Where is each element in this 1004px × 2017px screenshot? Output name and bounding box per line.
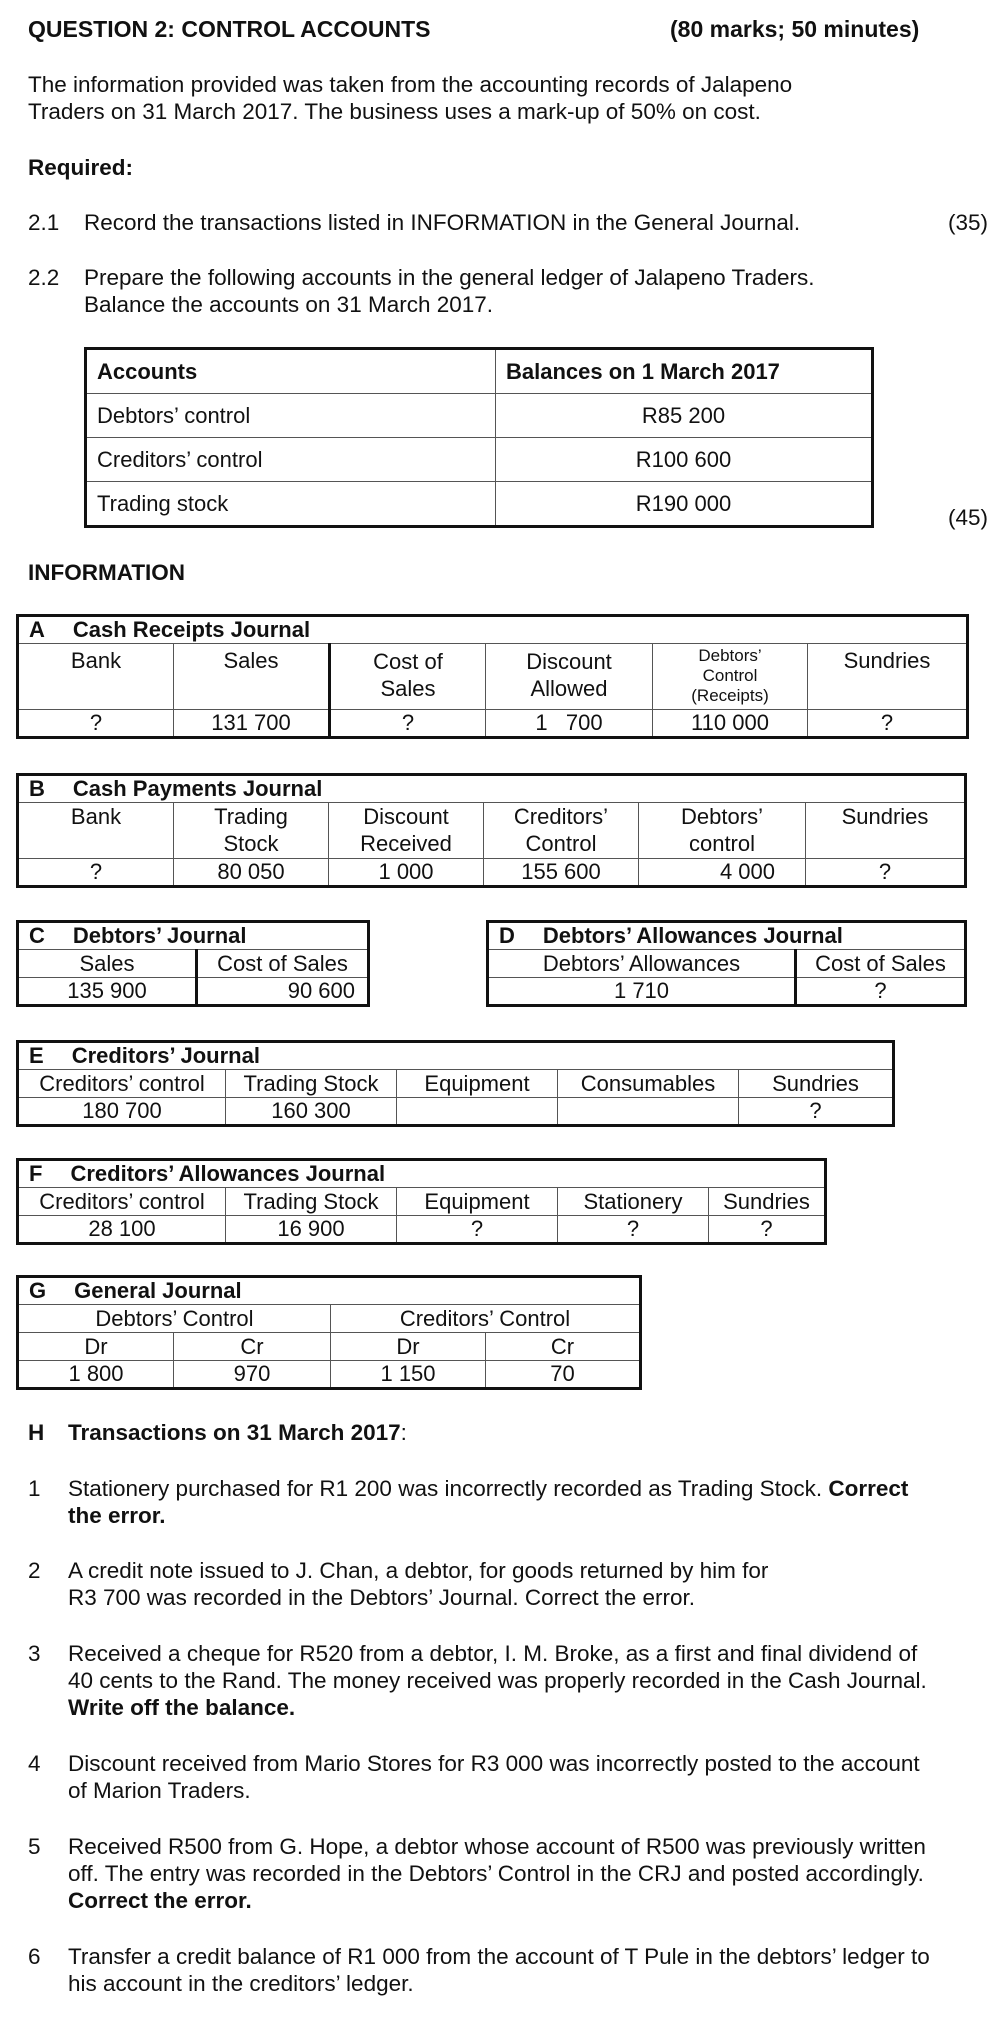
dj-title bbox=[18, 922, 369, 950]
dj-header-cost-of-sales: Cost of Sales bbox=[197, 950, 369, 978]
transaction-6-line-1: Transfer a credit balance of R1 000 from the account of T Pule in the debtors’ ledger to bbox=[68, 1944, 930, 1969]
crj-value: 131 700 bbox=[174, 710, 330, 738]
crj-value: 1 700 bbox=[486, 710, 653, 738]
daj-header-allowances: Debtors’ Allowances bbox=[488, 950, 796, 978]
account-balance: R190 000 bbox=[496, 482, 873, 527]
caj-value: 28 100 bbox=[18, 1216, 226, 1244]
caj-header-sundries: Sundries bbox=[709, 1188, 826, 1216]
crj-header-bank: Bank bbox=[18, 644, 174, 710]
cpj-title bbox=[18, 775, 966, 803]
required-label: Required: bbox=[28, 155, 134, 180]
cpj-header-debtors-control bbox=[639, 803, 806, 859]
cpj-header-dc-l2: control bbox=[688, 831, 756, 856]
caj-header-equipment: Equipment bbox=[397, 1188, 558, 1216]
transaction-num: 3 bbox=[28, 1641, 41, 1666]
transaction-num: 2 bbox=[28, 1558, 41, 1583]
cpj-value: 1 000 bbox=[329, 859, 484, 887]
transaction-3-line-2: 40 cents to the Rand. The money received was properly recorded in the Cash Journal. bbox=[68, 1668, 927, 1693]
dj-value: 135 900 bbox=[18, 978, 197, 1006]
crj-letter: A bbox=[29, 617, 45, 642]
transaction-2-line-1: A credit note issued to J. Chan, a debtor, for goods returned by him for bbox=[68, 1558, 769, 1583]
transaction-num: 5 bbox=[28, 1834, 41, 1859]
crj-header-deb-l1: Debtors’ bbox=[698, 646, 762, 665]
cj-value: 160 300 bbox=[226, 1098, 397, 1126]
cpj-header-cc-l1: Creditors’ bbox=[513, 804, 609, 829]
daj-value: ? bbox=[796, 978, 966, 1006]
gj-group-creditors: Creditors’ Control bbox=[331, 1305, 641, 1333]
caj-value: 16 900 bbox=[226, 1216, 397, 1244]
intro-line-2: Traders on 31 March 2017. The business uses a mark-up of 50% on cost. bbox=[28, 99, 761, 124]
crj-header-disc-l2: Allowed bbox=[530, 676, 608, 701]
crj-header-disc-l1: Discount bbox=[526, 649, 612, 674]
cpj-header-trading-stock bbox=[174, 803, 329, 859]
req-2-1-num: 2.1 bbox=[28, 210, 60, 235]
req-2-2-line-2: Balance the accounts on 31 March 2017. bbox=[84, 292, 494, 317]
transactions-colon: : bbox=[400, 1420, 407, 1445]
question-title: QUESTION 2: CONTROL ACCOUNTS bbox=[28, 16, 431, 42]
cpj-value: ? bbox=[806, 859, 966, 887]
gj-group-debtors: Debtors’ Control bbox=[18, 1305, 331, 1333]
account-name: Creditors’ control bbox=[86, 438, 496, 482]
caj-header-creditors-control: Creditors’ control bbox=[18, 1188, 226, 1216]
cash-payments-journal bbox=[16, 773, 967, 888]
cpj-header-dr-l2: Received bbox=[360, 831, 452, 856]
crj-header-cost-of-sales bbox=[330, 644, 486, 710]
dj-title-text: Debtors’ Journal bbox=[72, 923, 247, 948]
accounts-table bbox=[84, 347, 874, 528]
crj-header-cost-l1: Cost of bbox=[373, 649, 443, 674]
transaction-4-line-2: of Marion Traders. bbox=[68, 1778, 251, 1803]
cj-header-creditors-control: Creditors’ control bbox=[18, 1070, 226, 1098]
cj-value: 180 700 bbox=[18, 1098, 226, 1126]
cpj-header-dc-l1: Debtors’ bbox=[681, 804, 763, 829]
marks-time: (80 marks; 50 minutes) bbox=[670, 16, 920, 42]
gj-value: 1 150 bbox=[331, 1361, 486, 1389]
cj-letter: E bbox=[29, 1043, 44, 1068]
transaction-num: 6 bbox=[28, 1944, 41, 1969]
cj-header-consumables: Consumables bbox=[558, 1070, 739, 1098]
transaction-4-line-1: Discount received from Mario Stores for R3 000 was incorrectly posted to the account bbox=[68, 1751, 920, 1776]
crj-title bbox=[18, 616, 968, 644]
daj-header-cost-of-sales: Cost of Sales bbox=[796, 950, 966, 978]
information-label: INFORMATION bbox=[28, 560, 186, 585]
crj-header-sundries: Sundries bbox=[808, 644, 968, 710]
cpj-value: 80 050 bbox=[174, 859, 329, 887]
general-journal bbox=[16, 1275, 642, 1390]
balances-header: Balances on 1 March 2017 bbox=[496, 349, 873, 394]
req-2-1-text: Record the transactions listed in INFORMATION in the General Journal. bbox=[84, 210, 801, 235]
creditors-allowances-journal bbox=[16, 1158, 827, 1245]
daj-title-text: Debtors’ Allowances Journal bbox=[542, 923, 843, 948]
transaction-num: 1 bbox=[28, 1476, 41, 1501]
dj-value: 90 600 bbox=[197, 978, 369, 1006]
caj-value: ? bbox=[709, 1216, 826, 1244]
crj-header-deb-l3: (Receipts) bbox=[691, 686, 769, 705]
transaction-2-line-2: R3 700 was recorded in the Debtors’ Journal. Correct the error. bbox=[68, 1585, 695, 1610]
cj-value bbox=[397, 1098, 558, 1126]
caj-title bbox=[18, 1160, 826, 1188]
gj-letter: G bbox=[29, 1278, 47, 1303]
caj-value: ? bbox=[397, 1216, 558, 1244]
req-2-2-num: 2.2 bbox=[28, 265, 60, 290]
transaction-3-line-1: Received a cheque for R520 from a debtor, I. M. Broke, as a first and final dividend of bbox=[68, 1641, 918, 1666]
gj-value: 1 800 bbox=[18, 1361, 174, 1389]
gj-sub-dr: Dr bbox=[331, 1333, 486, 1361]
cj-header-equipment: Equipment bbox=[397, 1070, 558, 1098]
dj-header-sales: Sales bbox=[18, 950, 197, 978]
caj-letter: F bbox=[29, 1161, 43, 1186]
debtors-journal bbox=[16, 920, 370, 1007]
daj-title bbox=[488, 922, 966, 950]
intro-line-1: The information provided was taken from the accounting records of Jalapeno bbox=[28, 72, 793, 97]
cj-title bbox=[18, 1042, 894, 1070]
crj-header-debtors bbox=[653, 644, 808, 710]
crj-value: 110 000 bbox=[653, 710, 808, 738]
cpj-letter: B bbox=[29, 776, 45, 801]
cj-value: ? bbox=[739, 1098, 894, 1126]
account-balance: R85 200 bbox=[496, 394, 873, 438]
gj-sub-cr: Cr bbox=[174, 1333, 331, 1361]
crj-header-discount bbox=[486, 644, 653, 710]
cash-receipts-journal bbox=[16, 614, 969, 739]
cpj-value: 4 000 bbox=[639, 859, 806, 887]
transaction-num: 4 bbox=[28, 1751, 41, 1776]
crj-header-cost-l2: Sales bbox=[380, 676, 436, 701]
gj-sub-dr: Dr bbox=[18, 1333, 174, 1361]
transactions-letter: H bbox=[28, 1420, 45, 1445]
cpj-header-bank: Bank bbox=[18, 803, 174, 859]
caj-header-trading-stock: Trading Stock bbox=[226, 1188, 397, 1216]
transactions-heading bbox=[68, 1420, 407, 1446]
crj-value: ? bbox=[18, 710, 174, 738]
transaction-6-line-2: his account in the creditors’ ledger. bbox=[68, 1971, 414, 1996]
transaction-3-line-3: Write off the balance. bbox=[68, 1695, 296, 1720]
transaction-5-line-3: Correct the error. bbox=[68, 1888, 252, 1913]
transaction-5-line-1: Received R500 from G. Hope, a debtor whose account of R500 was previously written bbox=[68, 1834, 926, 1859]
daj-letter: D bbox=[499, 923, 515, 948]
cpj-title-text: Cash Payments Journal bbox=[72, 776, 323, 801]
cpj-header-creditors-control bbox=[484, 803, 639, 859]
cpj-header-cc-l2: Control bbox=[525, 831, 597, 856]
cpj-header-discount-received bbox=[329, 803, 484, 859]
req-2-1-marks: (35) bbox=[948, 210, 989, 235]
cpj-header-dr-l1: Discount bbox=[363, 804, 449, 829]
caj-value: ? bbox=[558, 1216, 709, 1244]
gj-value: 970 bbox=[174, 1361, 331, 1389]
caj-title-text: Creditors’ Allowances Journal bbox=[70, 1161, 386, 1186]
cj-header-sundries: Sundries bbox=[739, 1070, 894, 1098]
crj-title-text: Cash Receipts Journal bbox=[72, 617, 311, 642]
cj-title-text: Creditors’ Journal bbox=[71, 1043, 260, 1068]
accounts-header: Accounts bbox=[86, 349, 496, 394]
transaction-1-line-2: the error. bbox=[68, 1503, 166, 1528]
cpj-header-sundries: Sundries bbox=[806, 803, 966, 859]
transaction-1-line-1 bbox=[68, 1476, 908, 1502]
crj-value: ? bbox=[330, 710, 486, 738]
req-2-2-line-1: Prepare the following accounts in the general ledger of Jalapeno Traders. bbox=[84, 265, 815, 290]
creditors-journal bbox=[16, 1040, 895, 1127]
dj-letter: C bbox=[29, 923, 45, 948]
gj-value: 70 bbox=[486, 1361, 641, 1389]
cj-header-trading-stock: Trading Stock bbox=[226, 1070, 397, 1098]
daj-value: 1 710 bbox=[488, 978, 796, 1006]
account-name: Trading stock bbox=[86, 482, 496, 527]
cpj-header-ts-l2: Stock bbox=[223, 831, 279, 856]
crj-header-deb-l2: Control bbox=[702, 666, 758, 685]
account-name: Debtors’ control bbox=[86, 394, 496, 438]
crj-value: ? bbox=[808, 710, 968, 738]
transaction-5-line-2: off. The entry was recorded in the Debtors’ Control in the CRJ and posted accordingly. bbox=[68, 1861, 924, 1886]
cpj-value: ? bbox=[18, 859, 174, 887]
req-2-2-marks: (45) bbox=[948, 505, 989, 530]
gj-sub-cr: Cr bbox=[486, 1333, 641, 1361]
transaction-bold-text: Correct bbox=[828, 1476, 909, 1501]
transaction-text: Stationery purchased for R1 200 was incorrectly recorded as Trading Stock. bbox=[68, 1476, 823, 1501]
caj-header-stationery: Stationery bbox=[558, 1188, 709, 1216]
transactions-title: Transactions on 31 March 2017 bbox=[68, 1420, 401, 1445]
cpj-value: 155 600 bbox=[484, 859, 639, 887]
account-balance: R100 600 bbox=[496, 438, 873, 482]
gj-title bbox=[18, 1277, 641, 1305]
cpj-header-ts-l1: Trading bbox=[214, 804, 288, 829]
debtors-allowances-journal bbox=[486, 920, 967, 1007]
gj-title-text: General Journal bbox=[74, 1278, 242, 1303]
cj-value bbox=[558, 1098, 739, 1126]
crj-header-sales: Sales bbox=[174, 644, 330, 710]
